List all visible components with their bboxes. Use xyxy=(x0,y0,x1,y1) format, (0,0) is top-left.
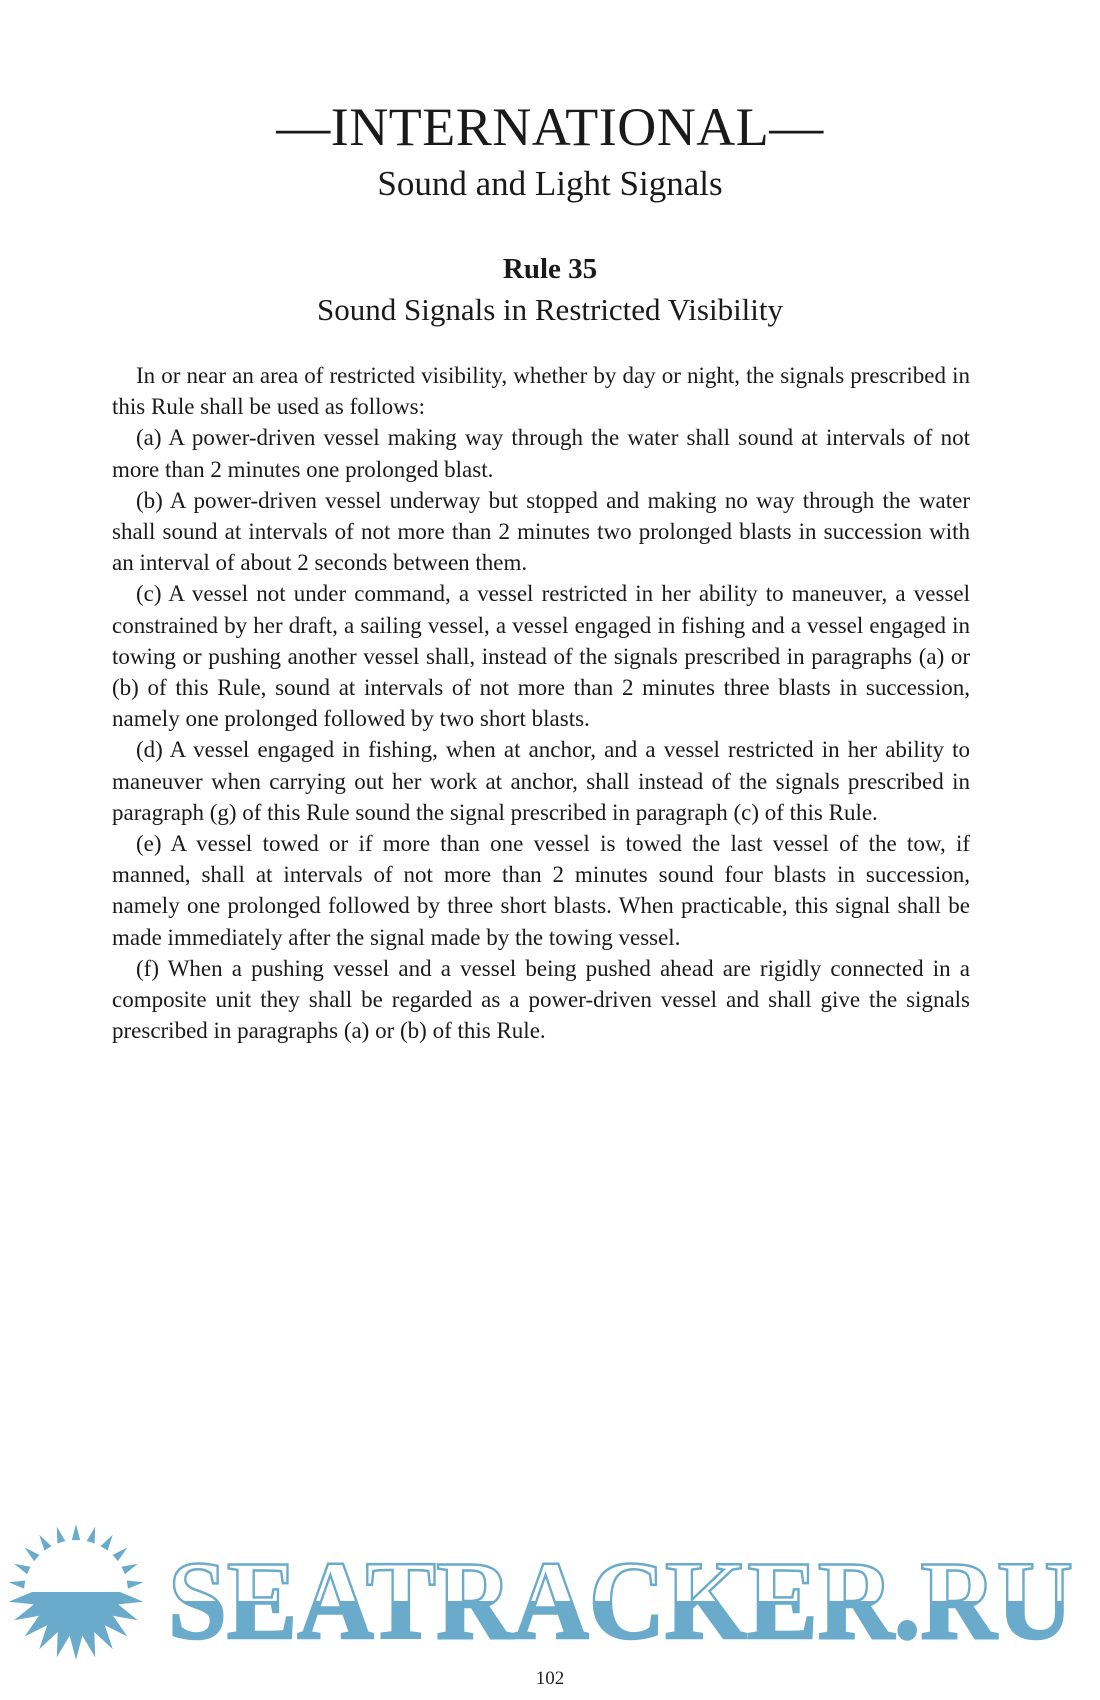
rule-title: Sound Signals in Restricted Visibility xyxy=(316,292,784,327)
paragraph-e: (e) A vessel towed or if more than one vessel is towed the last vessel of the tow, if manned, shall at intervals of not more than 2 minutes sound four blasts in succession, namely one prolonged followed by three short blasts. When practicable, this signal shall be made immediately after the signal made by the towing vessel. xyxy=(112,831,970,950)
watermark-text: SEATRACKER.RU xyxy=(168,1539,1073,1660)
page-number: 102 xyxy=(535,1668,565,1689)
intro-paragraph: In or near an area of restricted visibility, whether by day or night, the signals prescribed in this Rule shall be used as follows: xyxy=(112,363,970,420)
section-subtitle: Sound and Light Signals xyxy=(377,164,723,203)
section-title: —INTERNATIONAL— xyxy=(276,97,824,157)
seatracker-watermark-logo xyxy=(0,1520,1100,1660)
rule-number: Rule 35 xyxy=(502,253,598,285)
paragraph-c: (c) A vessel not under command, a vessel restricted in her ability to maneuver, a vessel constrained by her draft, a sailing vessel, a vessel engaged in fishing and a vessel engaged in towing or pushing another vessel shall, instead of the signals prescribed in paragraphs (a) or (b) of this Rule, sound at intervals of not more than 2 minutes three blasts in succession, namely one prolonged followed by two short blasts. xyxy=(112,581,970,732)
rule-body xyxy=(112,360,970,1046)
paragraph-d: (d) A vessel engaged in fishing, when at anchor, and a vessel restricted in her ability to maneuver when carrying out her work at anchor, shall instead of the signals prescribed in paragraph (g) of this Rule sound the signal prescribed in paragraph (c) of this Rule. xyxy=(112,737,970,825)
sun-icon xyxy=(9,1524,144,1660)
paragraph-f: (f) When a pushing vessel and a vessel being pushed ahead are rigidly connected in a composite unit they shall be regarded as a power-driven vessel and shall give the signals prescribed in paragraphs (a) or (b) of this Rule. xyxy=(112,955,970,1044)
paragraph-a: (a) A power-driven vessel making way through the water shall sound at intervals of not more than 2 minutes one prolonged blast. xyxy=(112,425,970,482)
paragraph-b: (b) A power-driven vessel underway but stopped and making no way through the water shall sound at intervals of not more than 2 minutes two prolonged blasts in succession with an interval of about 2 seconds between them. xyxy=(112,487,970,576)
